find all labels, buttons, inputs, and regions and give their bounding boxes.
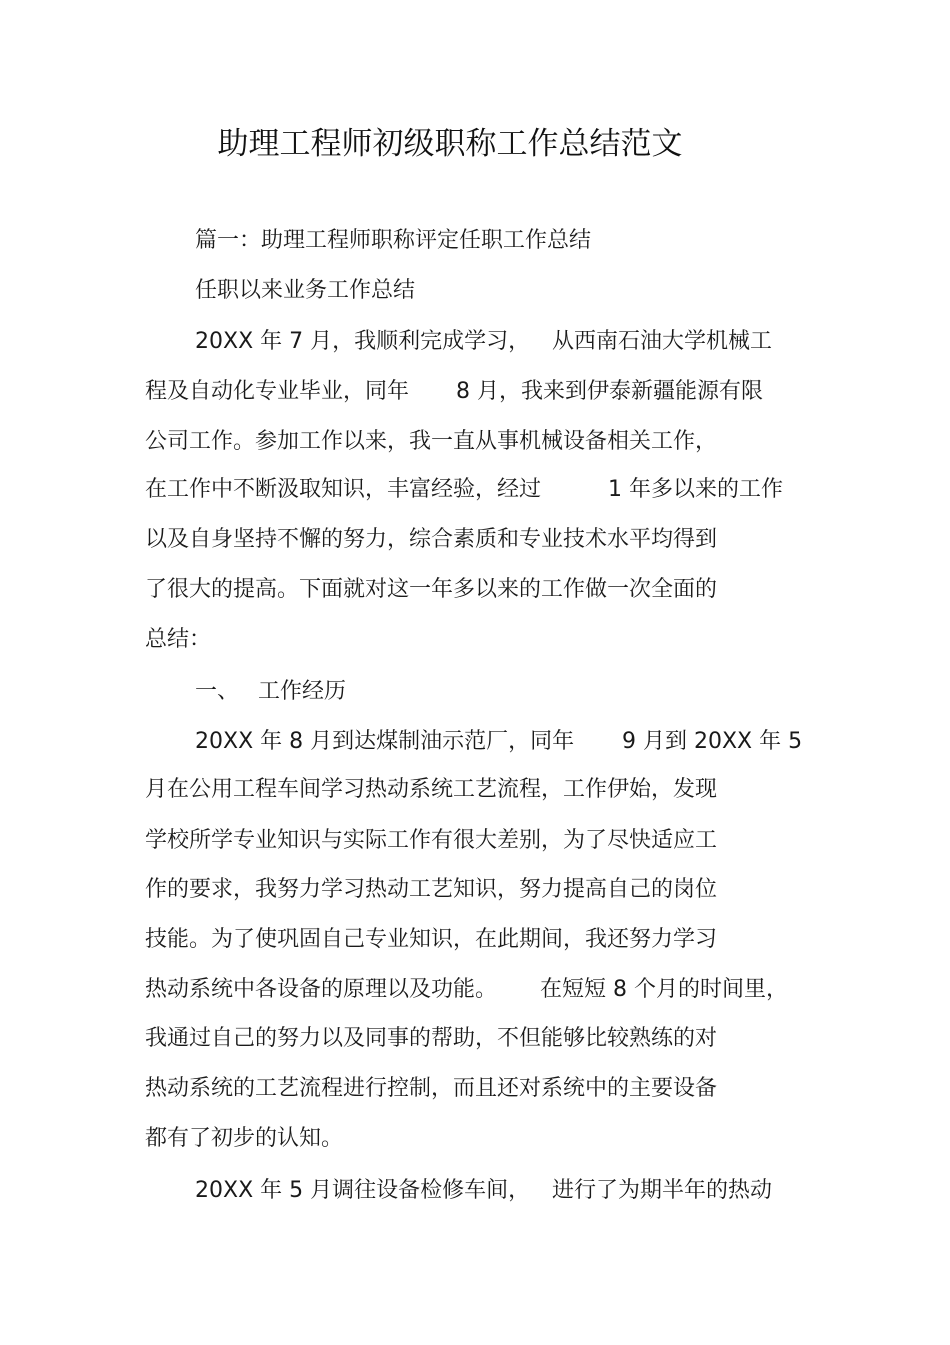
paragraph-line: 了很大的提高。下面就对这一年多以来的工作做一次全面的 bbox=[145, 577, 718, 602]
paragraph-line: 公司工作。参加工作以来，我一直从事机械设备相关工作， bbox=[145, 429, 718, 454]
text-segment: 9 月到 20XX 年 5 bbox=[622, 729, 803, 754]
text-segment: 在短短 8 个月的时间里， bbox=[540, 977, 788, 1002]
paragraph-line: 热动系统的工艺流程进行控制，而且还对系统中的主要设备 bbox=[145, 1076, 718, 1101]
text-segment: 从西南石油大学机械工 bbox=[552, 329, 773, 354]
paragraph-line: 总结： bbox=[145, 627, 212, 652]
section-heading: 篇一：助理工程师职称评定任职工作总结 bbox=[195, 228, 592, 253]
text-segment: 8 月，我来到伊泰新疆能源有限 bbox=[456, 379, 763, 404]
text-segment: 程及自动化专业毕业，同年 bbox=[145, 379, 410, 404]
paragraph-line: 月在公用工程车间学习热动系统工艺流程，工作伊始，发现 bbox=[145, 777, 718, 802]
paragraph-line: 都有了初步的认知。 bbox=[145, 1126, 344, 1151]
paragraph-line: 学校所学专业知识与实际工作有很大差别，为了尽快适应工 bbox=[145, 828, 718, 853]
text-segment: 在工作中不断汲取知识，丰富经验，经过 bbox=[145, 477, 542, 502]
text-segment: 20XX 年 8 月到达煤制油示范厂，同年 bbox=[195, 729, 575, 754]
paragraph-line: 作的要求，我努力学习热动工艺知识，努力提高自己的岗位 bbox=[145, 877, 718, 902]
paragraph-line: 以及自身坚持不懈的努力，综合素质和专业技术水平均得到 bbox=[145, 527, 718, 552]
text-segment: 20XX 年 5 月调往设备检修车间， bbox=[195, 1178, 531, 1203]
text-segment: 进行了为期半年的热动 bbox=[552, 1178, 773, 1203]
subheading: 任职以来业务工作总结 bbox=[195, 278, 416, 303]
text-segment: 1 年多以来的工作 bbox=[608, 477, 783, 502]
paragraph-line: 我通过自己的努力以及同事的帮助，不但能够比较熟练的对 bbox=[145, 1026, 718, 1051]
text-segment: 热动系统中各设备的原理以及功能。 bbox=[145, 977, 498, 1002]
text-segment: 20XX 年 7 月，我顺利完成学习， bbox=[195, 329, 531, 354]
section-title: 工作经历 bbox=[258, 679, 347, 704]
paragraph-line: 技能。为了使巩固自己专业知识，在此期间，我还努力学习 bbox=[145, 927, 718, 952]
document-title: 助理工程师初级职称工作总结范文 bbox=[217, 126, 683, 162]
section-number: 一、 bbox=[195, 679, 240, 704]
